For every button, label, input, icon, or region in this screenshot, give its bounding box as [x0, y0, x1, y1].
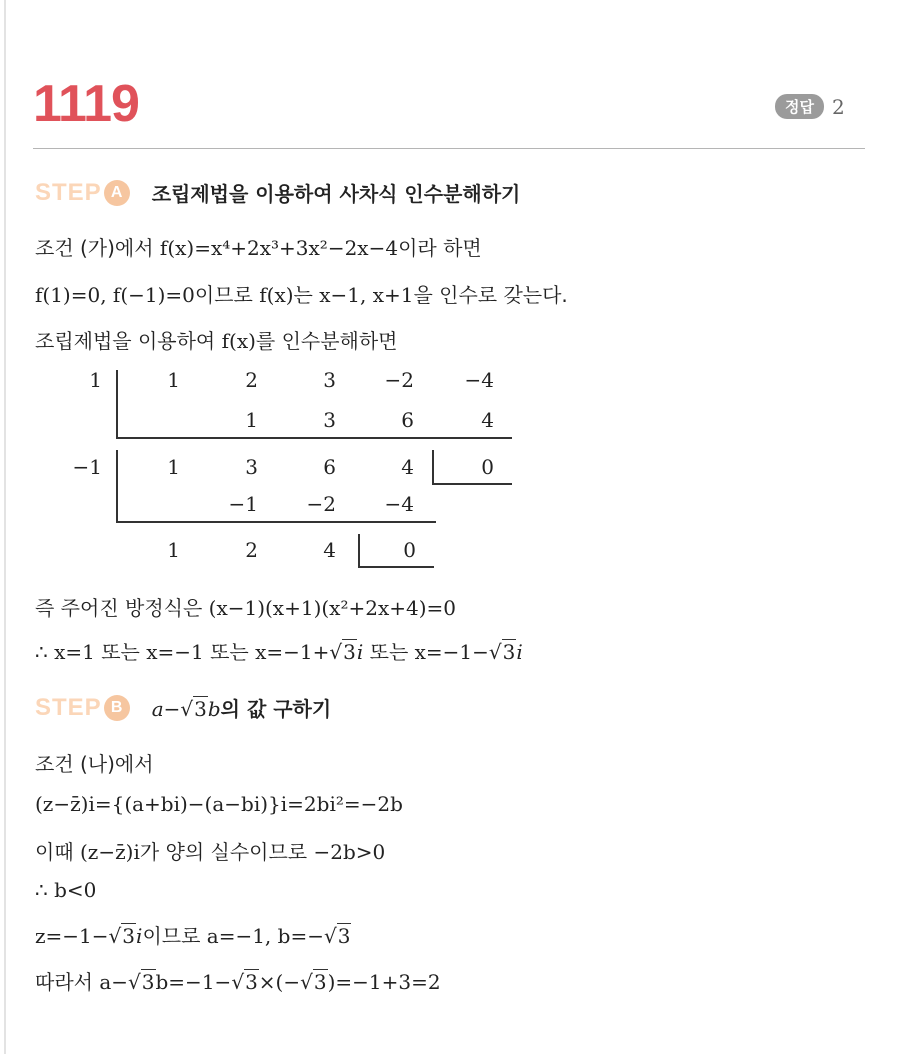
- text: 이라 하면: [398, 236, 482, 260]
- text: 또는: [203, 640, 256, 664]
- equation: )=−1+3=2: [327, 970, 441, 994]
- equation: a−: [151, 697, 181, 721]
- radicand: 3: [502, 640, 516, 664]
- page-edge: [4, 0, 6, 1054]
- therefore-symbol: ∴: [35, 640, 55, 664]
- cell: −4: [384, 492, 414, 516]
- equation: f(x)=x⁴+2x³+3x²−2x−4: [159, 236, 399, 260]
- equation: x=−1−: [414, 640, 489, 664]
- answer-group: [775, 94, 845, 119]
- step-a-word: STEP: [35, 178, 102, 206]
- equation: z=−1−: [35, 924, 109, 948]
- cell: 4: [401, 455, 414, 479]
- sqrt-icon: √: [488, 640, 502, 664]
- equation: f(x): [221, 329, 256, 353]
- cell: 2: [245, 368, 258, 392]
- equation: f(1)=0, f(−1)=0: [35, 283, 195, 307]
- radicand: 3: [343, 640, 356, 664]
- divisor-2: −1: [72, 455, 102, 479]
- text: 가 양의 실수이므로: [139, 840, 314, 864]
- step-a-title: 조립제법을 이용하여 사차식 인수분해하기: [151, 182, 521, 206]
- equation: ×(−: [258, 970, 301, 994]
- cell: 1: [245, 408, 258, 432]
- equation: f(x): [259, 283, 294, 307]
- cell: −1: [228, 492, 258, 516]
- cell: 2: [245, 538, 258, 562]
- step-a-line-2: [35, 279, 568, 308]
- answer-badge: 정답: [775, 94, 824, 119]
- equation: i: [356, 640, 364, 664]
- header-divider: [33, 148, 865, 149]
- sqrt-icon: √: [323, 924, 337, 948]
- radicand: 3: [337, 924, 351, 948]
- text: 또는: [363, 640, 415, 664]
- division-rule: [116, 437, 512, 439]
- sqrt-icon: √: [329, 640, 343, 664]
- cell: 6: [323, 455, 336, 479]
- cell: −2: [384, 368, 414, 392]
- cell: 4: [323, 538, 336, 562]
- remainder-rule: [358, 566, 434, 568]
- equation: x=1: [54, 640, 95, 664]
- equation: i: [516, 640, 523, 664]
- equation: x=−1+: [255, 640, 330, 664]
- text: 조건 (가)에서: [35, 236, 160, 260]
- division-rule: [116, 521, 436, 523]
- text: 이때: [35, 840, 80, 864]
- radicand: 3: [313, 970, 327, 994]
- step-b-heading: [35, 693, 331, 722]
- problem-number: 1119: [33, 75, 139, 133]
- step-a-line-3: [35, 325, 398, 354]
- step-a-badge: A: [104, 180, 130, 206]
- text: 따라서: [35, 970, 100, 994]
- step-b-line-4: ∴ b<0: [35, 878, 97, 902]
- step-a-line-1: [35, 232, 482, 261]
- radicand: 3: [141, 970, 155, 994]
- cell: 3: [323, 368, 336, 392]
- cell: 1: [167, 368, 180, 392]
- text: 또는: [94, 640, 147, 664]
- remainder-1: 0: [481, 455, 494, 479]
- text: 을 인수로 갖는다.: [413, 283, 568, 307]
- step-b-line-5: [35, 920, 351, 949]
- equation: −2b>0: [313, 840, 386, 864]
- sqrt-icon: √: [128, 970, 141, 994]
- cell: 3: [245, 455, 258, 479]
- sqrt-icon: √: [108, 924, 122, 948]
- remainder-bar: [432, 450, 434, 483]
- cell: −2: [306, 492, 336, 516]
- cell: 1: [167, 455, 180, 479]
- step-b-line-1: 조건 (나)에서: [35, 752, 154, 776]
- division-bar: [116, 370, 118, 438]
- radicand: 3: [194, 697, 207, 721]
- text: 를 인수분해하면: [255, 329, 398, 353]
- text: 조립제법을 이용하여: [35, 329, 222, 353]
- step-b-line-3: [35, 836, 385, 865]
- equation: a−: [99, 970, 129, 994]
- remainder-rule: [432, 483, 512, 485]
- equation: b: [207, 697, 221, 721]
- equation: x−1, x+1: [319, 283, 414, 307]
- step-a-heading: [35, 178, 520, 207]
- equation: a=−1, b=−: [206, 924, 324, 948]
- text: 는: [293, 283, 320, 307]
- step-b-word: STEP: [35, 693, 102, 721]
- cell: 6: [401, 408, 414, 432]
- factored-equation: [35, 592, 456, 621]
- step-b-line-6: [35, 966, 441, 995]
- sqrt-icon: √: [300, 970, 313, 994]
- cell: 3: [323, 408, 336, 432]
- radicand: 3: [245, 970, 258, 994]
- text: 의 값 구하기: [220, 697, 332, 721]
- division-bar: [116, 450, 118, 522]
- equation: (x−1)(x+1)(x²+2x+4)=0: [208, 596, 457, 620]
- step-b-title: [152, 693, 332, 722]
- sqrt-icon: √: [231, 970, 245, 994]
- cell: −4: [464, 368, 494, 392]
- equation: b=−1−: [155, 970, 232, 994]
- step-b-line-2: (z−z̄)i={(a+bi)−(a−bi)}i=2bi²=−2b: [35, 792, 403, 816]
- cell: 1: [167, 538, 180, 562]
- sqrt-icon: √: [180, 697, 194, 721]
- remainder-2: 0: [403, 538, 416, 562]
- answer-value: 2: [831, 94, 845, 119]
- remainder-bar: [358, 534, 360, 566]
- step-b-badge: B: [104, 695, 130, 721]
- equation: x=−1: [146, 640, 204, 664]
- solutions-line: [35, 636, 523, 665]
- equation: i: [136, 924, 143, 948]
- cell: 4: [481, 408, 494, 432]
- equation: (z−z̄)i: [80, 840, 140, 864]
- divisor-1: 1: [89, 368, 102, 392]
- text: 이므로: [194, 283, 260, 307]
- text: 이므로: [142, 924, 207, 948]
- text: 즉 주어진 방정식은: [35, 596, 209, 620]
- radicand: 3: [122, 924, 136, 948]
